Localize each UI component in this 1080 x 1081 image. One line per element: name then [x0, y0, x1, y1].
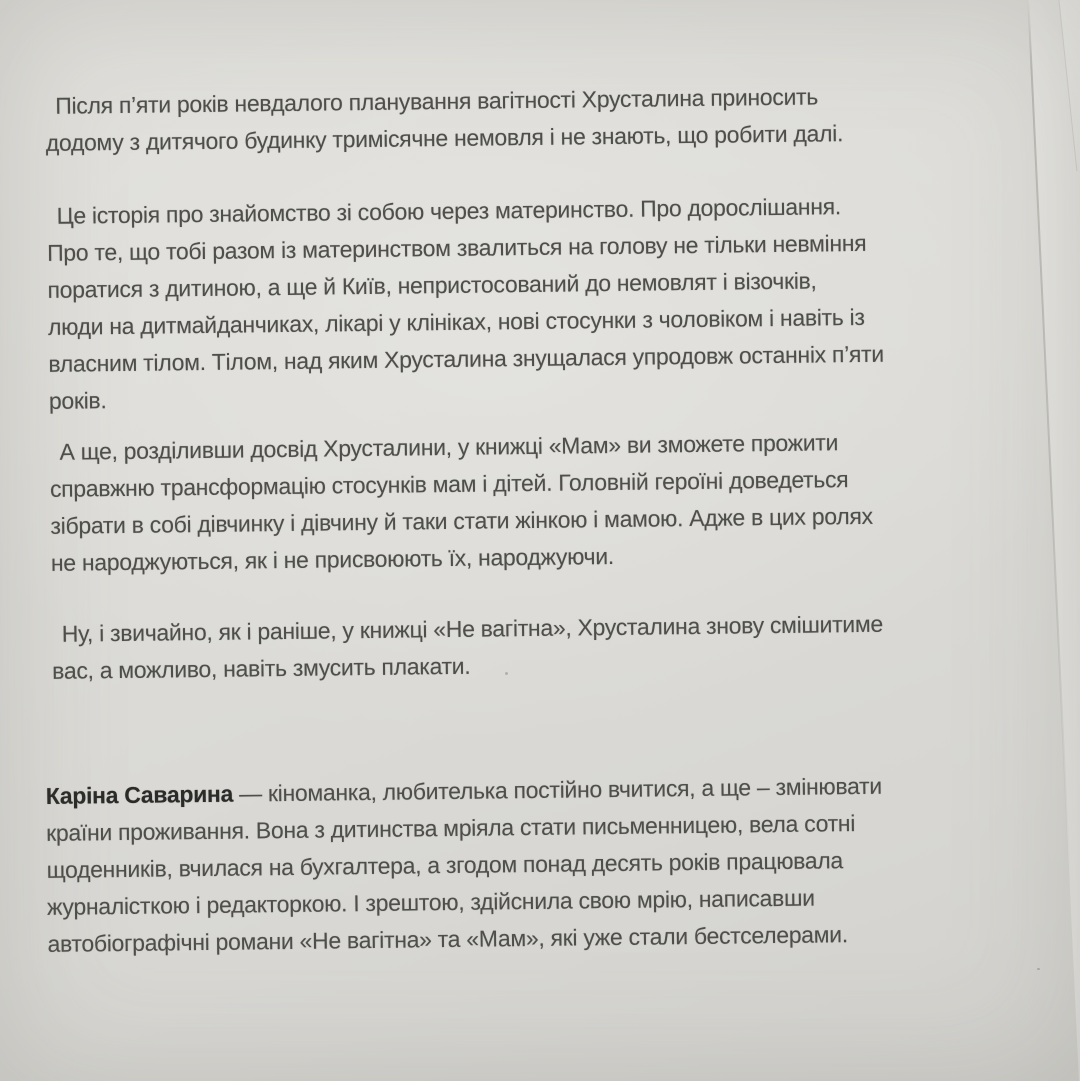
text-line: поратися з дитиною, а ще й Київ, непристосований до немовлят і візочків, [47, 267, 817, 303]
synopsis-paragraph-1 [37, 76, 1048, 162]
text-line: Ну, і звичайно, як і раніше, у книжці «Не вагітна», Хрусталина знову смішитиме [61, 610, 884, 647]
text-line: автобіографічні романи «Не вагітна» та «Мам», які уже стали бестселерами. [47, 921, 849, 957]
text-line: років. [48, 387, 107, 414]
synopsis-paragraph-2 [38, 186, 1051, 420]
text-line: Про те, що тобі разом із материнством звалиться на голову не тільки невміння [46, 229, 867, 266]
text-line: додому з дитячого будинку тримісячне немовля і не знають, що робити далі. [45, 120, 844, 156]
author-bio-paragraph [46, 766, 1058, 963]
paper-speck [505, 672, 508, 675]
author-bio-first-line: — кіноманка, любителька постійно вчитися, а ще – змінювати [232, 772, 882, 807]
text-line: вас, а можливо, навіть змусить плакати. [52, 652, 471, 684]
synopsis-paragraph-3 [41, 422, 1053, 582]
text-line: не народжуються, як і не присвоюють їх, народжуючи. [50, 542, 615, 576]
author-name: Каріна Саварина [45, 780, 234, 809]
text-line: А ще, розділивши досвід Хрусталини, у книжці «Мам» ви зможете прожити [59, 429, 839, 465]
synopsis-paragraph-4 [44, 604, 1055, 690]
text-line: журналісткою і редакторкою. І зрештою, здійснила свою мрію, написавши [46, 884, 815, 920]
text-line: справжню трансформацію стосунків мам і дітей. Головній героїні доведеться [49, 466, 849, 502]
paper-speck [1037, 968, 1040, 970]
text-line: Після п’яти років невдалого планування вагітності Хрусталина приносить [55, 83, 819, 119]
text-line: країни проживання. Вона з дитинства мріяла стати письменницею, вела сотні [46, 810, 856, 846]
text-line: люди на дитмайданчиках, лікарі у клініках, нові стосунки з чоловіком і навіть із [47, 303, 865, 340]
text-line: Це історія про знайомство зі собою через материнство. Про дорослішання. [56, 193, 842, 229]
text-line: зібрати в собі дівчинку і дівчину й таки стати жінкою і мамою. Адже в цих ролях [50, 502, 873, 539]
text-line: власним тілом. Тілом, над яким Хрусталина знущалася упродовж останніх п’яти [48, 340, 884, 377]
text-line: щоденників, вчилася на бухгалтера, а згодом понад десять років працювала [46, 847, 844, 883]
annotation-text-block [36, 0, 1058, 963]
